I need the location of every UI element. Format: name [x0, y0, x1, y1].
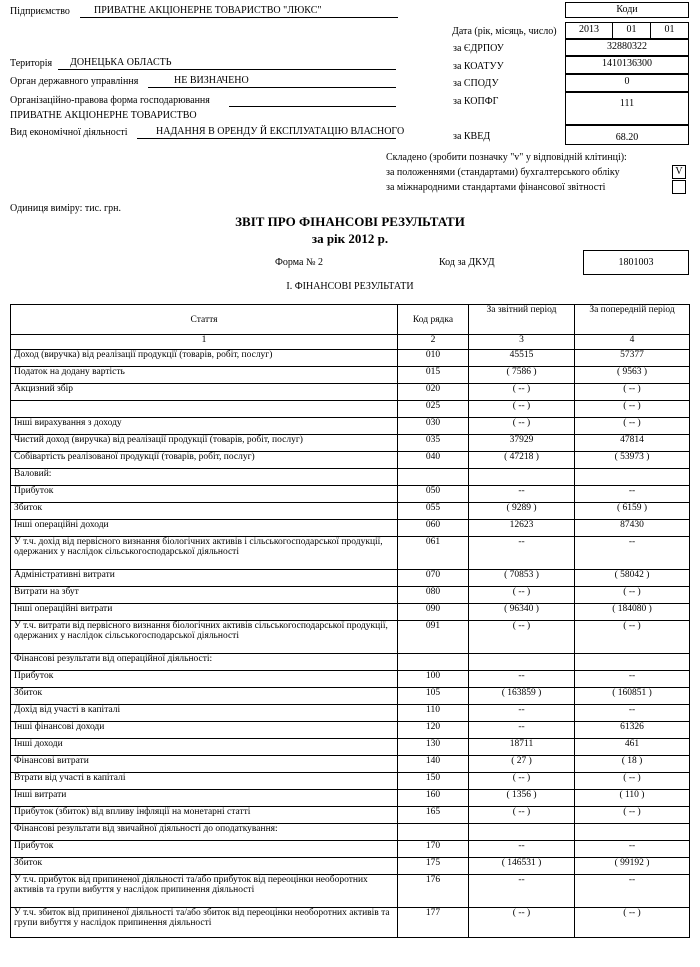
compiled-option-ias: за положеннями (стандартами) бухгалтерського обліку	[386, 167, 620, 178]
date-year: 2013	[565, 22, 613, 39]
table-header-row	[11, 305, 690, 335]
row-label: Збиток	[11, 858, 398, 875]
row-label: Чистий доход (виручка) від реалізації продукції (товарів, робіт, послуг)	[11, 435, 398, 452]
row-current-value: --	[469, 841, 575, 858]
table-number-row	[11, 335, 690, 350]
date-month: 01	[612, 22, 651, 39]
row-previous-value: --	[575, 841, 690, 858]
row-code: 060	[398, 520, 469, 537]
table-row	[11, 688, 690, 705]
row-current-value	[469, 469, 575, 486]
row-current-value: ( 96340 )	[469, 604, 575, 621]
row-current-value: ( 7586 )	[469, 367, 575, 384]
table-row	[11, 875, 690, 908]
row-current-value: --	[469, 537, 575, 570]
row-label: Прибуток	[11, 486, 398, 503]
row-current-value: --	[469, 671, 575, 688]
activity-value: НАДАННЯ В ОРЕНДУ Й ЕКСПЛУАТАЦІЮ ВЛАСНОГО	[156, 126, 405, 137]
table-row	[11, 486, 690, 503]
kved-value: 68.20	[565, 125, 689, 145]
table-row	[11, 790, 690, 807]
row-current-value: ( -- )	[469, 401, 575, 418]
col-header-code: Код рядка	[398, 305, 469, 335]
codes-header: Коди	[565, 2, 689, 18]
row-code	[398, 654, 469, 671]
row-current-value: --	[469, 722, 575, 739]
row-code: 100	[398, 671, 469, 688]
row-label: У т.ч. витрати від первісного визнання біологічних активів сільськогосподарської продукції, одержаних у наслідок сільськогосподарської діяльності	[11, 621, 398, 654]
table-row	[11, 384, 690, 401]
row-code: 080	[398, 587, 469, 604]
row-label: У т.ч. прибуток від припиненої діяльності та/або прибуток від переоцінки необоротних активів та групи вибуття у наслідок припинення діяльності	[11, 875, 398, 908]
row-label: Збиток	[11, 688, 398, 705]
row-code: 170	[398, 841, 469, 858]
row-code: 030	[398, 418, 469, 435]
row-label: Фінансові результати від звичайної діяльності до оподаткування:	[11, 824, 398, 841]
authority-underline	[148, 87, 396, 88]
report-title: ЗВІТ ПРО ФІНАНСОВІ РЕЗУЛЬТАТИ	[235, 214, 465, 229]
col-number-1: 1	[11, 335, 398, 350]
row-label: Інші фінансові доходи	[11, 722, 398, 739]
enterprise-label: Підприємство	[10, 6, 70, 17]
row-current-value: ( 27 )	[469, 756, 575, 773]
row-previous-value: ( -- )	[575, 587, 690, 604]
row-previous-value: 47814	[575, 435, 690, 452]
spodu-label: за СПОДУ	[453, 78, 499, 89]
col-number-4: 4	[575, 335, 690, 350]
col-number-3: 3	[469, 335, 575, 350]
table-row	[11, 773, 690, 790]
row-previous-value: --	[575, 537, 690, 570]
row-current-value	[469, 824, 575, 841]
row-code: 055	[398, 503, 469, 520]
authority-label: Орган державного управління	[10, 76, 139, 87]
row-current-value: ( 1356 )	[469, 790, 575, 807]
date-label: Дата (рік, місяць, число)	[452, 26, 557, 37]
table-row	[11, 756, 690, 773]
row-current-value: ( -- )	[469, 418, 575, 435]
row-previous-value: ( 6159 )	[575, 503, 690, 520]
territory-value: ДОНЕЦЬКА ОБЛАСТЬ	[70, 57, 172, 68]
row-label: Валовий:	[11, 469, 398, 486]
row-code: 061	[398, 537, 469, 570]
row-code: 140	[398, 756, 469, 773]
row-previous-value: 61326	[575, 722, 690, 739]
row-label: Інші операційні витрати	[11, 604, 398, 621]
checkbox-ias-mark: V	[672, 165, 686, 179]
row-previous-value: --	[575, 486, 690, 503]
compiled-option-ifrs: за міжнародними стандартами фінансової звітності	[386, 182, 606, 193]
row-label: Інші доходи	[11, 739, 398, 756]
table-row	[11, 858, 690, 875]
row-previous-value: ( -- )	[575, 621, 690, 654]
row-previous-value: ( -- )	[575, 401, 690, 418]
row-label: У т.ч. збиток від припиненої діяльності та/або збиток від переоцінки необоротних активів та групи вибуття у наслідок припинення діяльності	[11, 908, 398, 938]
territory-underline	[58, 69, 396, 70]
row-current-value: ( -- )	[469, 807, 575, 824]
row-previous-value: ( -- )	[575, 418, 690, 435]
dkud-value: 1801003	[583, 250, 689, 275]
row-current-value	[469, 654, 575, 671]
table-row	[11, 705, 690, 722]
compiled-intro: Складено (зробити позначку "v" у відповідній клітинці):	[386, 152, 627, 163]
row-previous-value	[575, 654, 690, 671]
row-current-value: ( 9289 )	[469, 503, 575, 520]
row-previous-value: ( 99192 )	[575, 858, 690, 875]
row-previous-value: 461	[575, 739, 690, 756]
row-current-value: ( -- )	[469, 384, 575, 401]
row-code: 175	[398, 858, 469, 875]
kopfg-value: 111	[565, 92, 689, 125]
row-previous-value: 87430	[575, 520, 690, 537]
date-day: 01	[650, 22, 689, 39]
row-label: Збиток	[11, 503, 398, 520]
row-current-value: 45515	[469, 350, 575, 367]
table-row	[11, 841, 690, 858]
koatuu-value: 1410136300	[565, 56, 689, 74]
row-code: 160	[398, 790, 469, 807]
table-row	[11, 418, 690, 435]
row-current-value: 18711	[469, 739, 575, 756]
financial-results-table	[10, 304, 690, 938]
table-row	[11, 570, 690, 587]
row-code: 177	[398, 908, 469, 938]
row-previous-value: ( 160851 )	[575, 688, 690, 705]
kopfg-label: за КОПФГ	[453, 96, 499, 107]
row-current-value: --	[469, 705, 575, 722]
row-code: 105	[398, 688, 469, 705]
row-label: Прибуток (збиток) від впливу інфляції на монетарні статті	[11, 807, 398, 824]
row-previous-value: --	[575, 671, 690, 688]
table-row	[11, 537, 690, 570]
activity-label: Вид економічної діяльності	[10, 127, 128, 138]
row-code: 020	[398, 384, 469, 401]
row-code	[398, 469, 469, 486]
table-row	[11, 350, 690, 367]
row-code	[398, 824, 469, 841]
row-label: Фінансові результати від операційної діяльності:	[11, 654, 398, 671]
row-code: 070	[398, 570, 469, 587]
row-label: Акцизний збір	[11, 384, 398, 401]
checkbox-ias[interactable]	[672, 165, 686, 179]
row-label: Дохід від участі в капіталі	[11, 705, 398, 722]
row-code: 025	[398, 401, 469, 418]
row-code: 176	[398, 875, 469, 908]
table-row	[11, 908, 690, 938]
row-label: Прибуток	[11, 841, 398, 858]
row-label: Фінансові витрати	[11, 756, 398, 773]
section-title: I. ФІНАНСОВІ РЕЗУЛЬТАТИ	[286, 281, 414, 292]
row-previous-value: ( 184080 )	[575, 604, 690, 621]
table-row	[11, 654, 690, 671]
form-label: Форма № 2	[275, 257, 323, 268]
row-label: Інші витрати	[11, 790, 398, 807]
row-label: Втрати від участі в капіталі	[11, 773, 398, 790]
row-current-value: ( 70853 )	[469, 570, 575, 587]
row-label: Собівартість реалізованої продукції (товарів, робіт, послуг)	[11, 452, 398, 469]
table-row	[11, 452, 690, 469]
row-code: 110	[398, 705, 469, 722]
row-previous-value: ( -- )	[575, 384, 690, 401]
unit-label: Одиниця виміру: тис. грн.	[10, 203, 121, 214]
row-current-value: ( 163859 )	[469, 688, 575, 705]
row-code: 165	[398, 807, 469, 824]
col-number-2: 2	[398, 335, 469, 350]
row-code: 010	[398, 350, 469, 367]
col-header-article: Стаття	[11, 305, 398, 335]
row-previous-value: --	[575, 705, 690, 722]
row-code: 150	[398, 773, 469, 790]
row-current-value: ( -- )	[469, 621, 575, 654]
row-label: Інші вирахування з доходу	[11, 418, 398, 435]
enterprise-underline	[80, 17, 398, 18]
dkud-label: Код за ДКУД	[439, 257, 495, 268]
row-previous-value: ( 53973 )	[575, 452, 690, 469]
koatuu-label: за КОАТУУ	[453, 61, 504, 72]
table-row	[11, 469, 690, 486]
table-row	[11, 520, 690, 537]
table-row	[11, 824, 690, 841]
row-previous-value: ( 110 )	[575, 790, 690, 807]
row-label: Податок на додану вартість	[11, 367, 398, 384]
row-code: 035	[398, 435, 469, 452]
activity-underline	[137, 138, 396, 139]
row-previous-value: --	[575, 875, 690, 908]
legal-form-value: ПРИВАТНЕ АКЦІОНЕРНЕ ТОВАРИСТВО	[10, 110, 197, 121]
row-current-value: 12623	[469, 520, 575, 537]
row-code: 090	[398, 604, 469, 621]
enterprise-value: ПРИВАТНЕ АКЦІОНЕРНЕ ТОВАРИСТВО "ЛЮКС"	[94, 5, 322, 16]
row-label: Інші операційні доходи	[11, 520, 398, 537]
row-previous-value: ( 9563 )	[575, 367, 690, 384]
table-row	[11, 503, 690, 520]
row-label: Прибуток	[11, 671, 398, 688]
row-previous-value	[575, 469, 690, 486]
legal-form-label: Організаційно-правова форма господарювання	[10, 95, 210, 106]
table-row	[11, 401, 690, 418]
row-code: 015	[398, 367, 469, 384]
edrpou-value: 32880322	[565, 39, 689, 56]
table-row	[11, 722, 690, 739]
row-code: 050	[398, 486, 469, 503]
report-period: за рік 2012 р.	[311, 231, 389, 246]
kved-label: за КВЕД	[453, 131, 491, 142]
row-code: 040	[398, 452, 469, 469]
row-current-value: ( -- )	[469, 587, 575, 604]
table-row	[11, 671, 690, 688]
row-current-value: --	[469, 486, 575, 503]
table-row	[11, 621, 690, 654]
authority-value: НЕ ВИЗНАЧЕНО	[174, 75, 249, 86]
row-previous-value	[575, 824, 690, 841]
row-label: Адміністративні витрати	[11, 570, 398, 587]
row-code: 130	[398, 739, 469, 756]
table-row	[11, 807, 690, 824]
row-code: 120	[398, 722, 469, 739]
table-row	[11, 435, 690, 452]
checkbox-ifrs[interactable]	[672, 180, 686, 197]
col-header-current: За звітний період	[469, 305, 575, 335]
row-label: Витрати на збут	[11, 587, 398, 604]
table-row	[11, 604, 690, 621]
row-previous-value: ( 18 )	[575, 756, 690, 773]
spodu-value: 0	[565, 74, 689, 92]
row-label: Доход (виручка) від реалізації продукції (товарів, робіт, послуг)	[11, 350, 398, 367]
row-previous-value: ( -- )	[575, 773, 690, 790]
legal-form-underline	[229, 106, 396, 107]
territory-label: Територія	[10, 58, 53, 69]
checkbox-ifrs-mark	[672, 180, 686, 194]
table-body	[11, 350, 690, 938]
row-label: У т.ч. дохід від первісного визнання біологічних активів і сільськогосподарської продукції, одержаних у наслідок сільськогосподарської діяльності	[11, 537, 398, 570]
row-current-value: ( 146531 )	[469, 858, 575, 875]
row-code: 091	[398, 621, 469, 654]
table-row	[11, 367, 690, 384]
table-row	[11, 739, 690, 756]
row-previous-value: 57377	[575, 350, 690, 367]
row-current-value: ( 47218 )	[469, 452, 575, 469]
row-previous-value: ( -- )	[575, 908, 690, 938]
row-current-value: 37929	[469, 435, 575, 452]
row-current-value: --	[469, 875, 575, 908]
row-label	[11, 401, 398, 418]
row-current-value: ( -- )	[469, 908, 575, 938]
edrpou-label: за ЄДРПОУ	[453, 43, 504, 54]
row-previous-value: ( 58042 )	[575, 570, 690, 587]
table-row	[11, 587, 690, 604]
row-current-value: ( -- )	[469, 773, 575, 790]
col-header-previous: За попередній період	[575, 305, 690, 335]
row-previous-value: ( -- )	[575, 807, 690, 824]
